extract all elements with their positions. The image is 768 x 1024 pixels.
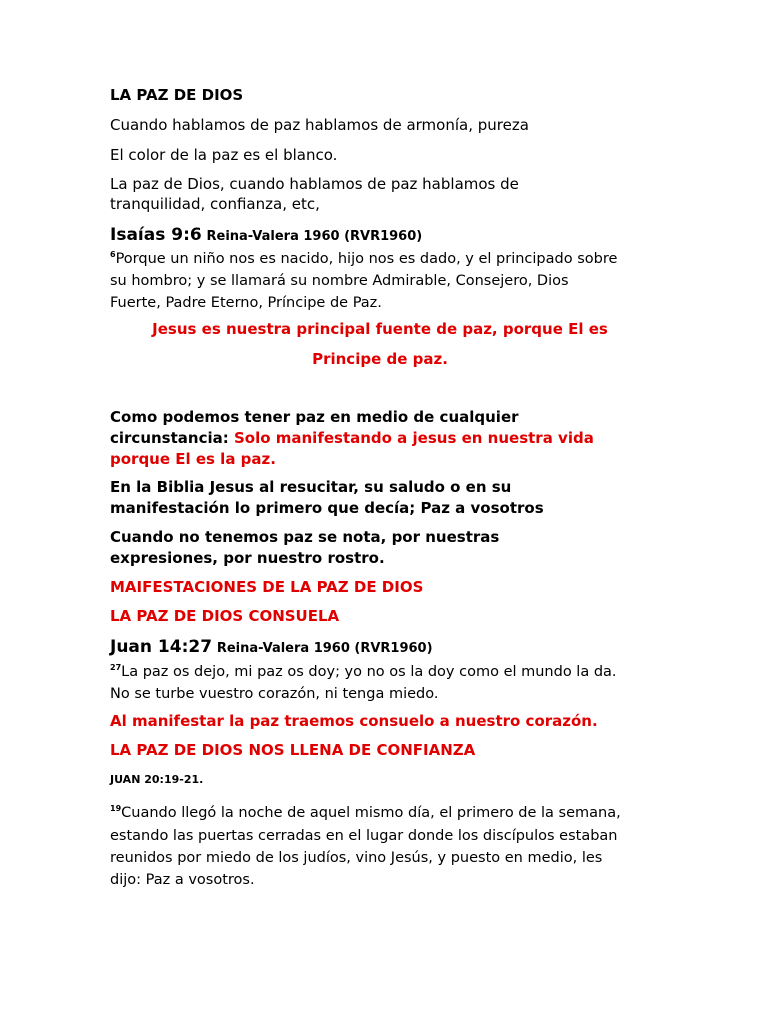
verse-juan-20-line-3: reunidos por miedo de los judíos, vino Jesús, y puesto en medio, les [110,850,603,866]
section-heading-confianza: LA PAZ DE DIOS NOS LLENA DE CONFIANZA [110,741,476,759]
paragraph-sin-paz-line-1: Cuando no tenemos paz se nota, por nuestras [110,528,500,546]
document-title: LA PAZ DE DIOS [110,86,244,104]
paragraph-armonia: Cuando hablamos de paz hablamos de armonía, pureza [110,116,529,134]
reference-book: Isaías 9:6 [110,225,202,245]
reference-version: Reina-Valera 1960 (RVR1960) [216,641,433,656]
verse-isaias-line-1 [110,248,617,270]
paragraph-como-tener-paz-line-2 [110,427,594,449]
verse-isaias-line-3: Fuerte, Padre Eterno, Príncipe de Paz. [110,295,382,311]
verse-juan-line-2: No se turbe vuestro corazón, ni tenga miedo. [110,686,439,702]
reference-version: Reina-Valera 1960 (RVR1960) [206,229,423,244]
reference-book: Juan 14:27 [110,637,213,657]
highlight-text: Solo manifestando a jesus en nuestra vida [233,429,594,447]
section-heading-manifestaciones: MAIFESTACIONES DE LA PAZ DE DIOS [110,578,424,596]
scripture-reference-juan-20: JUAN 20:19-21. [110,773,204,786]
highlight-fuente-de-paz-line-1: Jesus es nuestra principal fuente de paz, porque El es [152,320,608,338]
scripture-reference-juan [110,636,433,660]
paragraph-como-tener-paz-line-1: Como podemos tener paz en medio de cualquier [110,408,519,426]
paragraph-como-tener-paz-line-3: porque El es la paz. [110,450,276,468]
highlight-consuelo: Al manifestar la paz traemos consuelo a nuestro corazón. [110,712,598,730]
paragraph-sin-paz-line-2: expresiones, por nuestro rostro. [110,549,385,567]
verse-juan-20-line-4: dijo: Paz a vosotros. [110,872,255,888]
verse-number: 19 [110,804,122,814]
verse-juan-line-1 [110,661,617,683]
verse-juan-20-line-2: estando las puertas cerradas en el lugar donde los discípulos estaban [110,828,618,844]
verse-number: 27 [110,663,122,673]
paragraph-text: circunstancia: [110,429,234,447]
verse-juan-20-line-1 [110,802,621,824]
verse-isaias-line-2: su hombro; y se llamará su nombre Admirable, Consejero, Dios [110,273,569,289]
paragraph-resucitar-line-1: En la Biblia Jesus al resucitar, su saludo o en su [110,478,512,496]
verse-text: La paz os dejo, mi paz os doy; yo no os la doy como el mundo la da. [121,664,617,680]
paragraph-color: El color de la paz es el blanco. [110,146,338,164]
paragraph-tranquilidad-line-1: La paz de Dios, cuando hablamos de paz hablamos de [110,175,519,193]
verse-text: Cuando llegó la noche de aquel mismo día, el primero de la semana, [121,805,621,821]
section-heading-consuela: LA PAZ DE DIOS CONSUELA [110,607,340,625]
paragraph-resucitar-line-2: manifestación lo primero que decía; Paz a vosotros [110,499,544,517]
paragraph-tranquilidad-line-2: tranquilidad, confianza, etc, [110,195,320,213]
verse-number: 6 [110,250,116,260]
verse-text: Porque un niño nos es nacido, hijo nos es dado, y el principado sobre [115,251,618,267]
scripture-reference-isaias [110,224,422,248]
highlight-fuente-de-paz-line-2: Principe de paz. [312,350,448,368]
